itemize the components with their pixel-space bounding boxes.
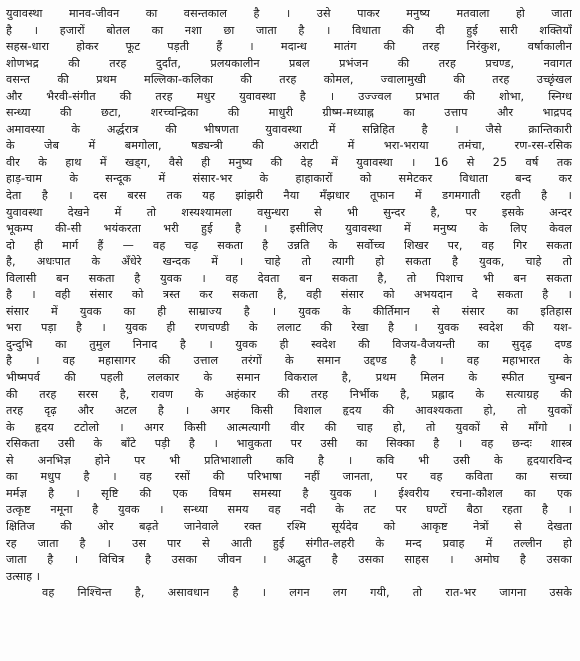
text-line: सन्ध्या की छटा, शरच्चन्द्रिका की माधुरी ग्रीष्म-मध्याह्न का उत्ताप और भाद्रपद — [6, 106, 572, 120]
text-line: की तरह सरस है, रावण के अहंकार की तरह निर्भीक है, प्रह्लाद के सत्याग्रह की — [6, 387, 572, 401]
text-line: दुन्दुभि का तुमुल निनाद है । युवक ही स्वदेश की विजय-वैजयन्ती का सुदृढ़ दण्ड — [6, 337, 572, 351]
text-line: युवावस्था मानव-जीवन का वसन्तकाल है । उसे पाकर मनुष्य मतवाला हो जाता — [6, 7, 572, 20]
text-line: है । वह महासागर की उत्ताल तरंगों के समान उद्दण्ड है । वह महाभारत के — [6, 354, 572, 368]
text-line: और भैरवी-संगीत की तरह मधुर युवावस्था है । उज्ज्वल प्रभात की शोभा, स्निग्ध — [6, 89, 572, 103]
text-line: का मधुप है । वह रसों की परिभाषा नहीं जानता, पर वह कविता का सच्चा — [6, 470, 572, 484]
text-line: उत्कृष्ट नमूना है युवक । सन्ध्या समय वह नदी के तट पर घण्टों बैठा रहता है । — [6, 503, 572, 517]
text-line: युवावस्था देखने में तो शस्यश्यामला वसुन्धरा से भी सुन्दर है, पर इसके अन्दर — [6, 205, 572, 219]
paragraph-start-line: वह निश्चिन्त है, असावधान है । लगन लग गयी, तो रात-भर जागना उसके — [42, 586, 572, 600]
text-line: देता है । दस बरस तक यह झांझरी नैया मँझधार तूफान में डगमगाती रहती है । — [6, 189, 572, 203]
text-line: दो ही मार्ग हैं — वह चढ़ सकता है उन्नति के सर्वोच्च शिखर पर, वह गिर सकता — [6, 238, 572, 252]
text-line: अमावस्या के अर्द्धरात्र की भीषणता युवावस्था में सन्निहित है । जैसे क्रान्तिकारी — [6, 122, 572, 136]
text-line: रसिकता उसी के बाँटे पड़ी है । भावुकता पर उसी का सिक्का है । वह छन्दः शास्त्र — [6, 437, 572, 451]
paragraph-end-line: उत्साह । — [6, 569, 41, 583]
text-line: विलासी बन सकता है युवक । वह देवता बन सकता है, तो पिशाच भी बन सकता — [6, 271, 572, 285]
text-line: जाता है । विचित्र है उसका जीवन । अद्भुत है उसका साहस । अमोघ है उसका — [6, 553, 572, 567]
text-line: से अनभिज्ञ होने पर भी प्रतिभाशाली कवि है । कवि भी उसी के हृदयारविन्द — [6, 453, 572, 467]
text-line: के जेब में बमगोला, षड्यन्त्री की अराटी में भरा-भराया तमंचा, रण-रस-रसिक — [6, 139, 572, 153]
text-line: है, अधःपात के अँधेरे खन्दक में । चाहे तो त्यागी हो सकता है युवक, चाहे तो — [6, 255, 572, 269]
text-line: संसार में युवक का ही साम्राज्य है । युवक के कीर्तिमान से संसार का इतिहास — [6, 304, 572, 318]
text-line: हाड़-चाम के सन्दूक में संसार-भर के हाहाकारों को समेटकर विधाता बन्द कर — [6, 172, 572, 186]
text-line: सहस्र-धारा होकर फूट पड़ती हैं । मदान्ध मातंग की तरह निरंकुश, वर्षाकालीन — [6, 40, 572, 54]
text-line: भरा पड़ा है । युवक ही रणचण्डी के ललाट की रेखा है । युवक स्वदेश की यश- — [6, 321, 572, 335]
text-line: भूकम्प की-सी भयंकरता भरी हुई है । इसीलिए युवावस्था में मनुष्य के लिए केवल — [6, 222, 572, 236]
text-line: मर्मज्ञ है । सृष्टि की एक विषम समस्या है युवक । ईश्वरीय रचना-कौशल का एक — [6, 486, 572, 500]
text-line: के हृदय टटोलो । अगर किसी आत्मत्यागी वीर की चाह हो, तो युवकों से माँगो । — [6, 420, 572, 434]
text-line: वसन्त की प्रथम मल्लिका-कलिका की तरह कोमल, ज्वालामुखी की तरह उच्छृंखल — [6, 73, 572, 87]
text-line: तरह दृढ़ और अटल है । अगर किसी विशाल हृदय की आवश्यकता हो, तो युवकों — [6, 404, 572, 418]
text-line: क्षितिज की ओर बढ़ते जानेवाले रक्त रश्मि सूर्यदेव को आकृष्ट नेत्रों से देखता — [6, 519, 572, 533]
text-line: भीष्मपर्व की पहली ललकार के समान विकराल है, प्रथम मिलन के स्फीत चुम्बन — [6, 371, 572, 385]
text-line: रह जाता है । उस पार से आती हुई संगीत-लहरी के मन्द प्रवाह में तल्लीन हो — [6, 536, 572, 550]
text-line: है । हजारों बोतल का नशा छा जाता है । विधाता की दी हुई सारी शक्तियाँ — [6, 23, 572, 37]
text-line: है । वही संसार को त्रस्त कर सकता है, वही संसार को अभयदान दे सकता है । — [6, 288, 572, 302]
text-line: शोणभद्र की तरह दुर्दांत, प्रलयकालीन प्रबल प्रभंजन की तरह प्रचण्ड, नवागत — [6, 56, 572, 70]
text-line: वीर के हाथ में खड्ग, वैसे ही मनुष्य की देह में युवावस्था । 16 से 25 वर्ष तक — [6, 155, 572, 169]
